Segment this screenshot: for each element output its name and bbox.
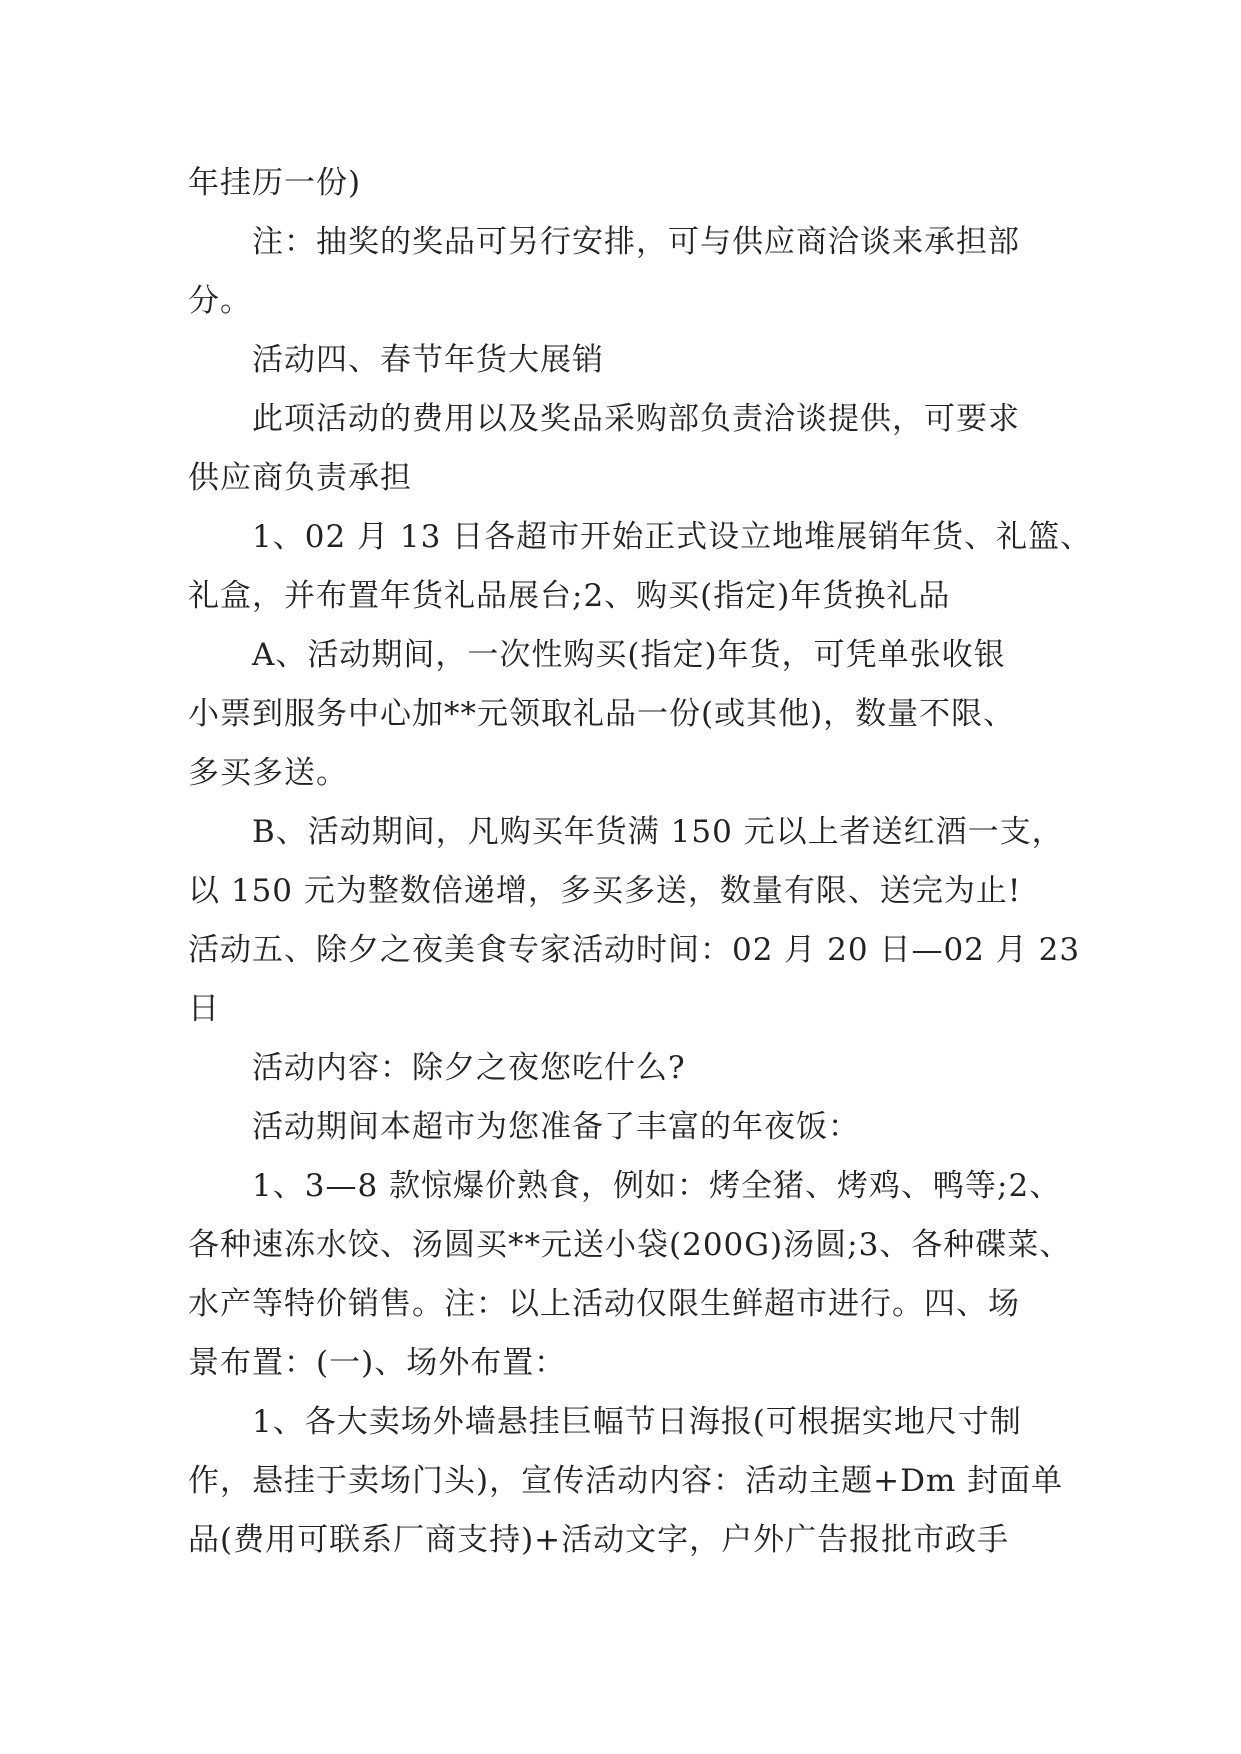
text-line: 1、02 月 13 日各超市开始正式设立地堆展销年货、礼篮、 [252, 519, 1093, 555]
text-line: 活动四、春节年货大展销 [252, 342, 604, 378]
text-line: 多买多送。 [188, 755, 348, 791]
text-line: 景布置：(一)、场外布置： [188, 1345, 567, 1381]
text-line: 水产等特价销售。注：以上活动仅限生鲜超市进行。四、场 [188, 1286, 1020, 1322]
text-line: 活动内容：除夕之夜您吃什么? [252, 1050, 686, 1086]
text-line: 礼盒，并布置年货礼品展台;2、购买(指定)年货换礼品 [188, 578, 951, 614]
text-line: 活动期间本超市为您准备了丰富的年夜饭： [252, 1109, 860, 1145]
text-line: A、活动期间，一次性购买(指定)年货，可凭单张收银 [252, 637, 1006, 673]
document-body [188, 154, 1093, 1570]
text-line: B、活动期间，凡购买年货满 150 元以上者送红酒一支， [252, 814, 1064, 850]
text-line: 活动五、除夕之夜美食专家活动时间：02 月 20 日—02 月 23 [188, 932, 1081, 968]
text-line: 以 150 元为整数倍递增，多买多送，数量有限、送完为止! [188, 873, 1022, 909]
text-line: 小票到服务中心加**元领取礼品一份(或其他)，数量不限、 [188, 696, 1016, 732]
text-line: 各种速冻水饺、汤圆买**元送小袋(200G)汤圆;3、各种碟菜、 [188, 1227, 1072, 1263]
text-line: 注：抽奖的奖品可另行安排，可与供应商洽谈来承担部 [252, 224, 1020, 260]
text-line: 年挂历一份) [188, 165, 362, 201]
text-line: 品(费用可联系厂商支持)+活动文字，户外广告报批市政手 [188, 1522, 1010, 1558]
text-line: 分。 [188, 283, 252, 319]
text-line: 作，悬挂于卖场门头)，宣传活动内容：活动主题+Dm 封面单 [188, 1463, 1064, 1499]
text-line: 1、3—8 款惊爆价熟食，例如：烤全猪、烤鸡、鸭等;2、 [252, 1168, 1062, 1204]
text-line: 日 [188, 991, 220, 1027]
text-line: 此项活动的费用以及奖品采购部负责洽谈提供，可要求 [252, 401, 1020, 437]
text-line: 1、各大卖场外墙悬挂巨幅节日海报(可根据实地尺寸制 [252, 1404, 1022, 1440]
text-line: 供应商负责承担 [188, 460, 412, 496]
